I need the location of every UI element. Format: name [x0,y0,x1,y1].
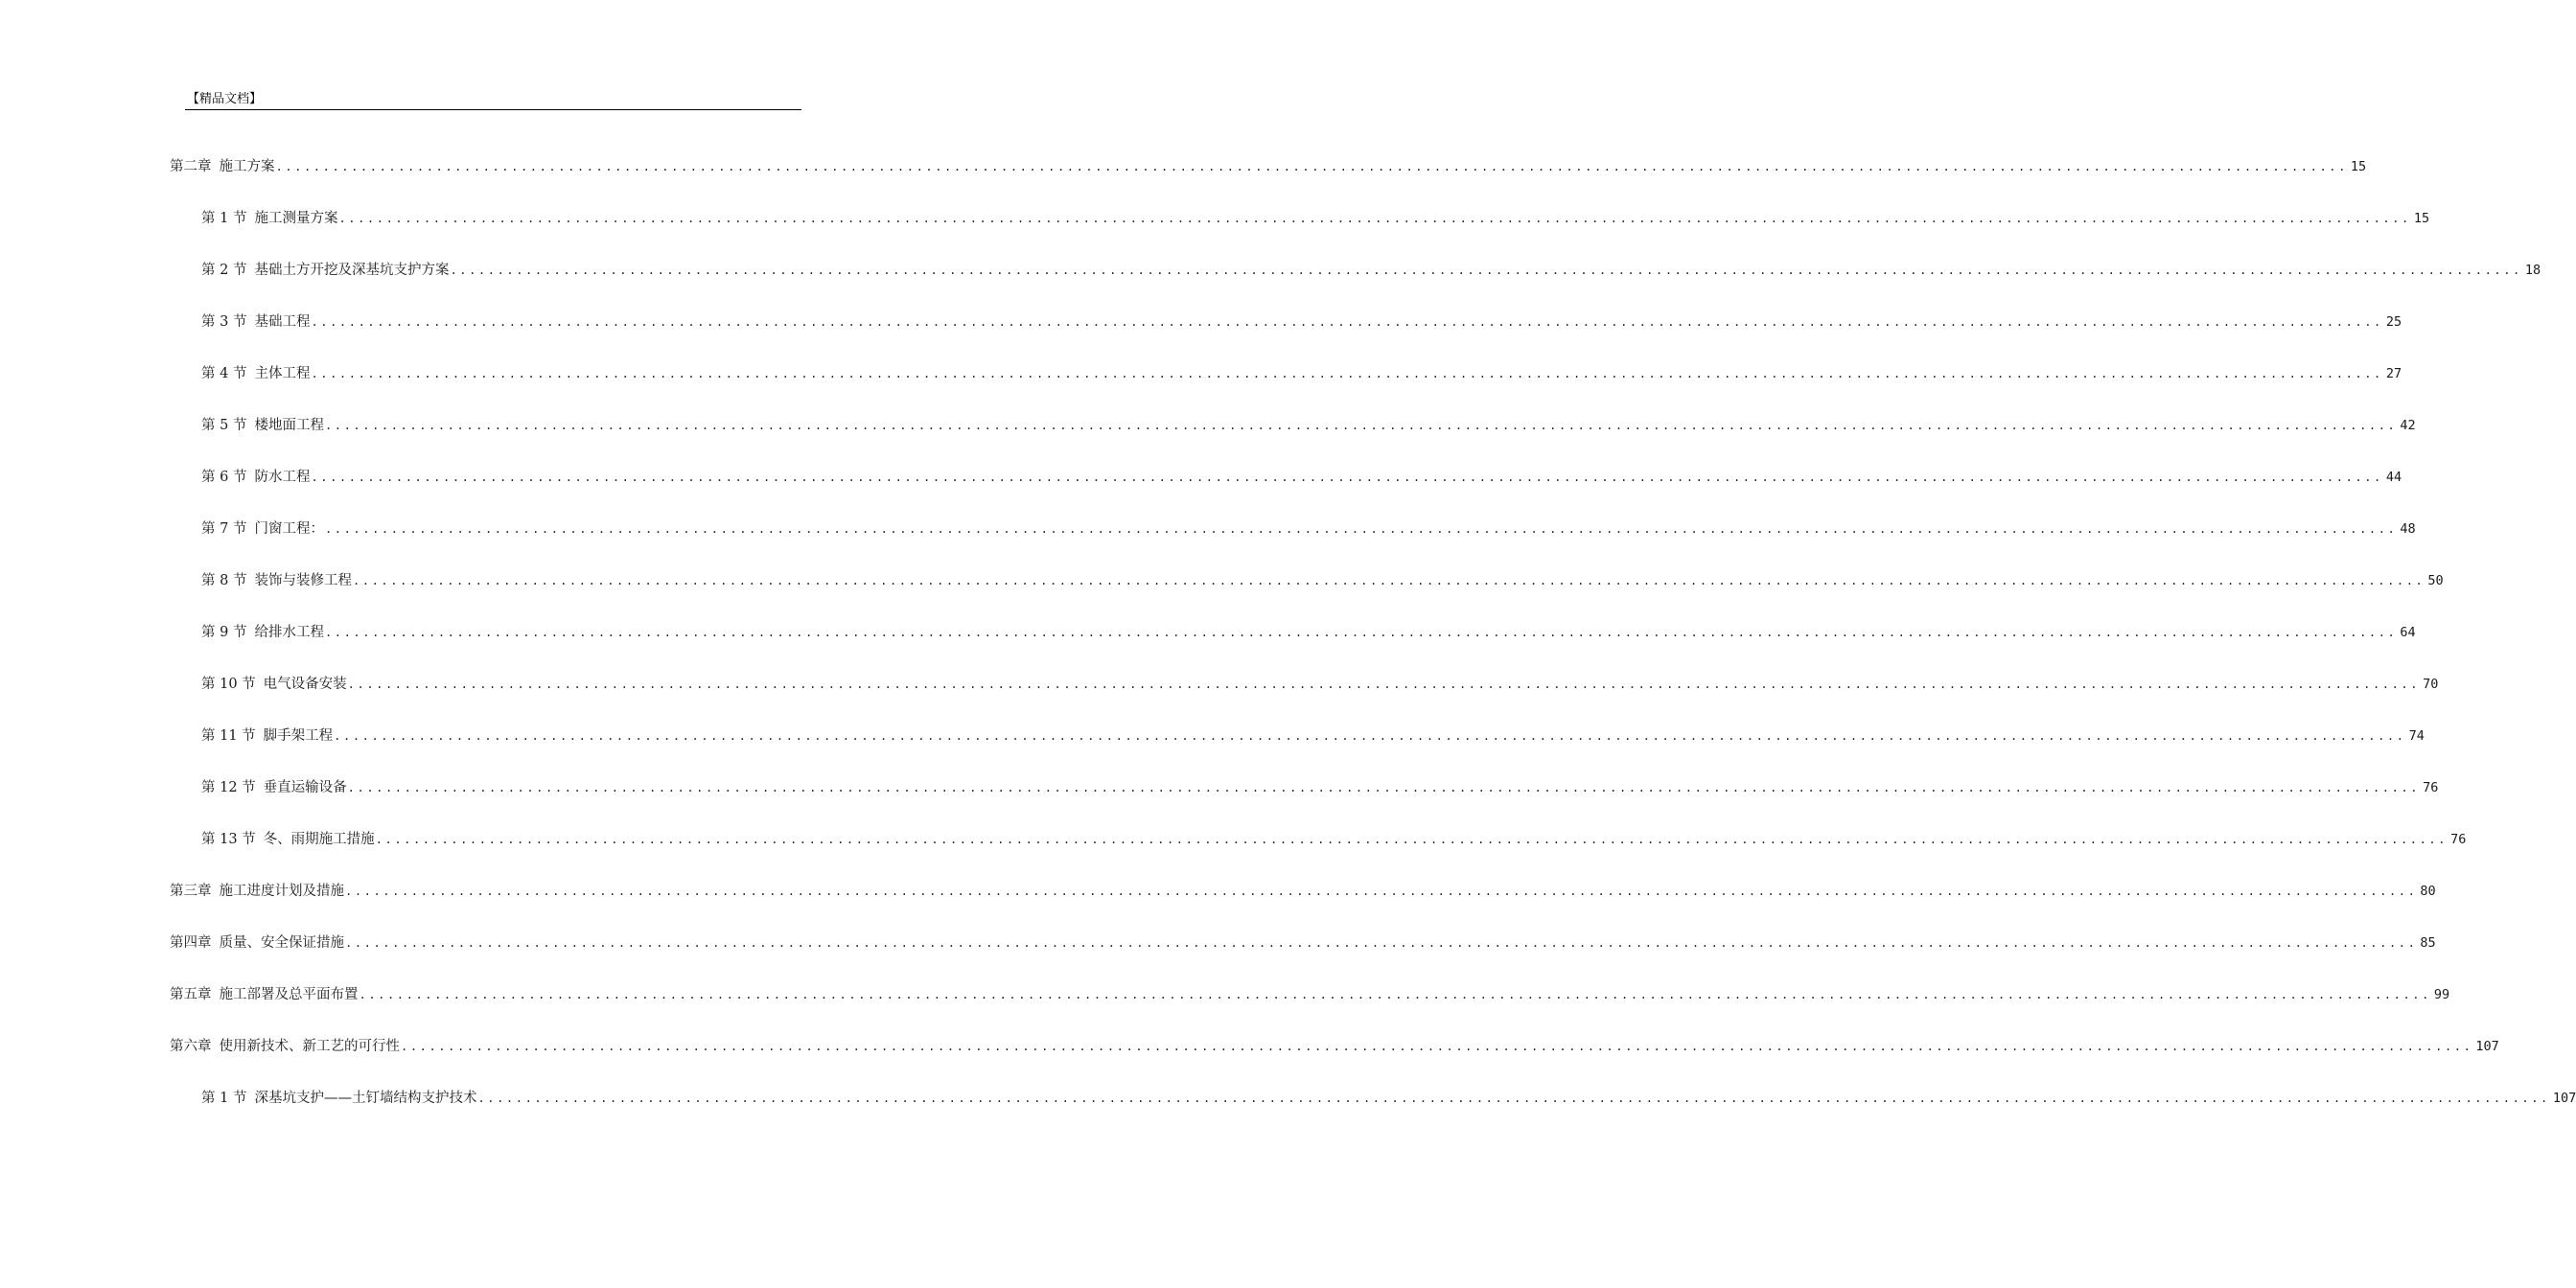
toc-dot-leader: ............................................................................................................................................................................................................................ [375,833,2448,846]
toc-dot-leader: ............................................................................................................................................................................................................................ [275,160,2348,173]
toc-page-number: 44 [2385,470,2402,485]
toc-page-number: 85 [2420,935,2436,951]
toc-dot-leader: ............................................................................................................................................................................................................................ [347,678,2421,691]
toc-entry-label [201,571,352,590]
toc-page-number: 80 [2420,884,2436,899]
toc-dot-leader: ............................................................................................................................................................................................................................ [347,781,2421,794]
toc-entry-number: 第三章 [170,884,212,899]
toc-page-number: 48 [2400,521,2416,537]
toc-entry-title: 门窗工程： [254,521,324,537]
toc-entry-number: 第 10 节 [201,677,256,692]
toc-dot-leader: ............................................................................................................................................................................................................................ [352,574,2425,587]
toc-dot-leader: ............................................................................................................................................................................................................................ [401,1040,2473,1053]
toc-entry-number: 第 1 节 [201,211,247,226]
toc-entry-label [170,882,344,901]
toc-entry-title: 主体工程 [254,366,311,381]
toc-entry-title: 施工进度计划及措施 [219,884,344,899]
toc-section-entry[interactable] [201,259,2541,280]
toc-entry-title: 深基坑支护——土钉墙结构支护技术 [254,1091,477,1106]
toc-entry-title: 基础土方开挖及深基坑支护方案 [254,263,450,278]
header-label: 【精品文档】 [187,92,263,106]
toc-page-number: 107 [2552,1091,2576,1106]
toc-dot-leader: ............................................................................................................................................................................................................................ [359,988,2431,1001]
toc-chapter-entry[interactable] [170,1035,2499,1056]
toc-section-entry[interactable] [201,466,2402,487]
toc-section-entry[interactable] [201,1087,2576,1108]
toc-entry-label [201,623,324,642]
toc-section-entry[interactable] [201,776,2439,797]
toc-entry-label [201,778,347,797]
toc-entry-number: 第 8 节 [201,573,247,588]
toc-entry-label [201,675,347,694]
toc-entry-title: 脚手架工程 [263,728,334,744]
toc-page-number: 18 [2524,263,2541,278]
toc-entry-title: 使用新技术、新工艺的可行性 [219,1039,400,1054]
toc-entry-label [201,726,333,746]
toc-dot-leader: ............................................................................................................................................................................................................................ [345,885,2418,898]
toc-entry-number: 第 5 节 [201,418,247,433]
toc-entry-title: 防水工程 [254,470,311,485]
toc-entry-title: 给排水工程 [254,625,324,640]
toc-entry-number: 第 9 节 [201,625,247,640]
toc-entry-label [201,1089,476,1108]
toc-dot-leader: ............................................................................................................................................................................................................................ [311,315,2383,329]
toc-dot-leader: ............................................................................................................................................................................................................................ [324,626,2398,639]
toc-entry-title: 装饰与装修工程 [254,573,352,588]
toc-entry-label [201,468,310,487]
toc-section-entry[interactable] [201,207,2430,228]
page-header [185,92,801,110]
toc-entry-number: 第 2 节 [201,263,247,278]
toc-page-number: 76 [2450,832,2467,847]
toc-section-entry[interactable] [201,569,2444,590]
toc-entry-title: 施工部署及总平面布置 [219,987,359,1002]
toc-page-number: 27 [2385,366,2402,381]
toc-section-entry[interactable] [201,621,2416,642]
toc-entry-label [201,261,449,280]
toc-entry-label [170,985,359,1004]
toc-page-number: 25 [2385,314,2402,330]
toc-dot-leader: ............................................................................................................................................................................................................................ [477,1092,2550,1105]
toc-chapter-entry[interactable] [170,932,2436,953]
toc-section-entry[interactable] [201,828,2467,849]
toc-entry-label [201,830,375,849]
toc-page-number: 74 [2408,728,2425,744]
toc-entry-title: 质量、安全保证措施 [219,935,344,951]
toc-chapter-entry[interactable] [170,983,2450,1004]
toc-page-number: 107 [2475,1039,2499,1054]
toc-entry-title: 楼地面工程 [254,418,324,433]
toc-dot-leader: ............................................................................................................................................................................................................................ [324,419,2398,432]
toc-entry-number: 第 11 节 [201,728,256,744]
toc-entry-label [201,312,310,332]
toc-entry-number: 第 4 节 [201,366,247,381]
toc-entry-number: 第 6 节 [201,470,247,485]
toc-entry-label [201,416,324,435]
toc-page-number: 70 [2423,677,2439,692]
toc-entry-title: 基础工程 [254,314,311,330]
toc-entry-number: 第 7 节 [201,521,247,537]
toc-entry-number: 第二章 [170,159,212,174]
toc-section-entry[interactable] [201,724,2425,746]
toc-page-number: 42 [2400,418,2416,433]
toc-dot-leader: ............................................................................................................................................................................................................................ [334,729,2406,743]
toc-section-entry[interactable] [201,310,2402,332]
toc-entry-title: 施工测量方案 [254,211,338,226]
toc-dot-leader: ............................................................................................................................................................................................................................ [338,212,2411,225]
toc-section-entry[interactable] [201,362,2402,383]
toc-section-entry[interactable] [201,518,2416,539]
toc-page-number: 76 [2423,780,2439,795]
toc-dot-leader: ............................................................................................................................................................................................................................ [324,522,2398,536]
toc-page-number: 50 [2427,573,2444,588]
toc-dot-leader: ............................................................................................................................................................................................................................ [311,367,2383,380]
toc-entry-label [170,1037,400,1056]
toc-entry-title: 冬、雨期施工措施 [263,832,375,847]
toc-entry-title: 垂直运输设备 [263,780,347,795]
toc-entry-number: 第 3 节 [201,314,247,330]
toc-entry-number: 第五章 [170,987,212,1002]
toc-chapter-entry[interactable] [170,155,2367,176]
toc-entry-label [201,209,337,228]
toc-entry-label [170,933,344,953]
toc-page-number: 99 [2433,987,2450,1002]
toc-entry-title: 电气设备安装 [263,677,347,692]
toc-entry-number: 第四章 [170,935,212,951]
toc-dot-leader: ............................................................................................................................................................................................................................ [450,264,2522,277]
toc-entry-label [170,157,275,176]
toc-page-number: 15 [2413,211,2430,226]
toc-entry-label [201,364,310,383]
toc-entry-number: 第六章 [170,1039,212,1054]
toc-entry-number: 第 12 节 [201,780,256,795]
toc-dot-leader: ............................................................................................................................................................................................................................ [311,471,2383,484]
toc-entry-title: 施工方案 [219,159,275,174]
toc-chapter-entry[interactable] [170,880,2436,901]
toc-section-entry[interactable] [201,673,2439,694]
toc-dot-leader: ............................................................................................................................................................................................................................ [345,936,2418,950]
toc-page-number: 64 [2400,625,2416,640]
toc-page-number: 15 [2350,159,2367,174]
toc-section-entry[interactable] [201,414,2416,435]
toc-entry-number: 第 1 节 [201,1091,247,1106]
toc-entry-label [201,519,324,539]
toc-entry-number: 第 13 节 [201,832,256,847]
